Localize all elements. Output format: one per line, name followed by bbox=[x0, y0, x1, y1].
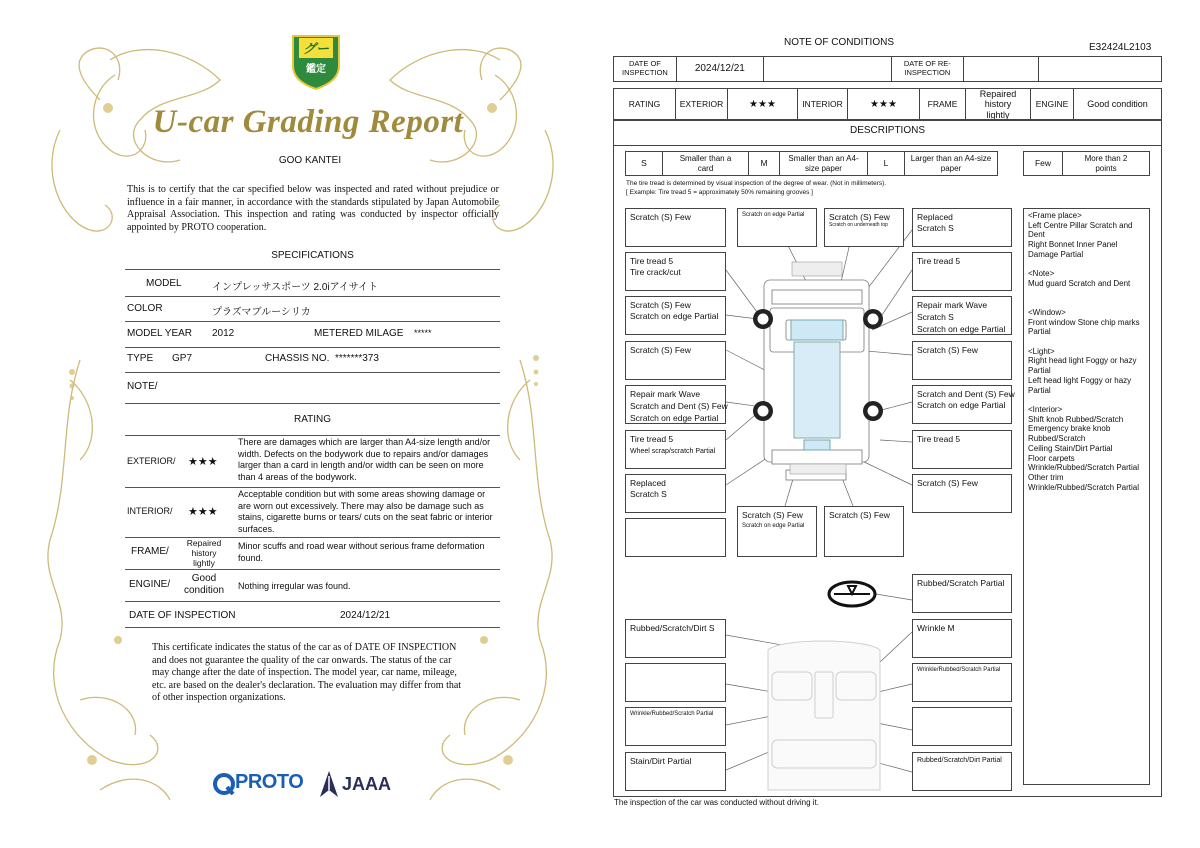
note-line: <Light> bbox=[1028, 346, 1055, 356]
ext-box-r5: Scratch and Dent (S) Few Scratch on edge Partial bbox=[912, 385, 1012, 424]
interior-label-r: INTERIOR bbox=[798, 89, 848, 121]
legend-m-desc: Smaller than an A4-size paper bbox=[780, 152, 868, 176]
date-of-inspection-value: 2024/12/21 bbox=[340, 610, 391, 621]
legend-few-desc: More than 2 points bbox=[1063, 152, 1150, 176]
note-line: Right Bonnet Inner Panel Damage Partial bbox=[1028, 240, 1118, 259]
note-line bbox=[1028, 289, 1148, 299]
note-line: <Frame place> bbox=[1028, 211, 1082, 220]
report-subtitle: GOO KANTEI bbox=[278, 155, 342, 166]
note-line bbox=[1028, 395, 1148, 405]
jaaa-logo bbox=[318, 770, 398, 798]
color-label: COLOR bbox=[127, 303, 163, 314]
ext-box-l6: Tire tread 5 Wheel scrap/scratch Partial bbox=[625, 430, 726, 469]
interior-label: INTERIOR/ bbox=[127, 506, 173, 516]
exterior-label: EXTERIOR/ bbox=[127, 456, 176, 466]
proto-logo bbox=[213, 771, 313, 797]
note-line bbox=[1028, 260, 1148, 270]
int-box-l4: Stain/Dirt Partial bbox=[625, 752, 726, 791]
ext-box-r3: Repair mark Wave Scratch S Scratch on edge Partial bbox=[912, 296, 1012, 335]
int-box-r2: Wrinkle/Rubbed/Scratch Partial bbox=[912, 663, 1012, 702]
ext-box-l4: Scratch (S) Few bbox=[625, 341, 726, 380]
noc-title: NOTE OF CONDITIONS bbox=[784, 37, 894, 48]
badge-text-2: 鑑定 bbox=[306, 64, 326, 75]
frame-value: Repaired history lightly bbox=[186, 538, 222, 568]
report-title: U-car Grading Report bbox=[152, 104, 464, 140]
noc-footer: The inspection of the car was conducted without driving it. bbox=[614, 798, 819, 807]
note-line bbox=[1028, 298, 1148, 308]
int-box-r4: Rubbed/Scratch/Dirt Partial bbox=[912, 752, 1012, 791]
note-line: <Interior> bbox=[1028, 404, 1063, 414]
document-code: E32424L2103 bbox=[1089, 42, 1152, 53]
jaaa-logo-text: JAAA bbox=[342, 774, 392, 794]
tire-note-1: The tire tread is determined by visual inspection of the degree of wear. (Not in millimeters). bbox=[626, 180, 887, 187]
ext-box-r4: Scratch (S) Few bbox=[912, 341, 1012, 380]
goo-kantei-badge bbox=[289, 32, 343, 90]
ext-box-r7: Scratch (S) Few bbox=[912, 474, 1012, 513]
ext-box-t1: Scratch on edge Partial bbox=[737, 208, 817, 247]
badge-text-1: グー bbox=[302, 41, 329, 56]
interior-stars: ★★★ bbox=[188, 506, 218, 518]
model-year-label: MODEL YEAR bbox=[127, 328, 193, 339]
exterior-description: There are damages which are larger than A4-size length and/or width. Defects on the bodywork due to repairs and/or damages larger than a card in length and/or width can be seen on more than 4 areas of the bodywork. bbox=[238, 437, 491, 482]
int-box-l2 bbox=[625, 663, 726, 702]
dor-label: DATE OF RE-INSPECTION bbox=[891, 57, 963, 82]
note-line: <Window> bbox=[1028, 307, 1066, 317]
exterior-stars-r: ★★★ bbox=[728, 89, 798, 121]
specifications-heading: SPECIFICATIONS bbox=[271, 250, 354, 261]
ext-box-t2: Scratch (S) Few Scratch on underneath top bbox=[824, 208, 904, 247]
chassis-value: *******373 bbox=[335, 353, 379, 364]
int-box-l3: Wrinkle/Rubbed/Scratch Partial bbox=[625, 707, 726, 746]
interior-description: Acceptable condition but with some areas showing damage or are worn out excessively. There may also be damage such as stains, cigarette burns or tears/ cuts on the seat fabric or interior surfaces. bbox=[238, 489, 493, 534]
frame-value-r: Repaired history lightly bbox=[966, 89, 1031, 121]
exterior-stars: ★★★ bbox=[188, 456, 218, 468]
note-label: NOTE/ bbox=[127, 381, 158, 392]
doi-label: DATE OF INSPECTION bbox=[614, 57, 677, 82]
note-line: <Note> bbox=[1028, 269, 1055, 279]
ext-box-l3: Scratch (S) Few Scratch on edge Partial bbox=[625, 296, 726, 335]
ext-box-l5: Repair mark Wave Scratch and Dent (S) Few Scratch on edge Partial bbox=[625, 385, 726, 424]
model-year-value: 2012 bbox=[212, 328, 235, 339]
ext-box-l2: Tire tread 5 Tire crack/cut bbox=[625, 252, 726, 291]
legend-s: S bbox=[626, 152, 663, 176]
ext-box-r6: Tire tread 5 bbox=[912, 430, 1012, 469]
exterior-label-r: EXTERIOR bbox=[676, 89, 728, 121]
note-line: Emergency brake knob Rubbed/Scratch bbox=[1028, 424, 1111, 444]
engine-value: Good condition bbox=[183, 573, 225, 596]
notes-panel bbox=[1023, 208, 1150, 785]
model-label: MODEL bbox=[146, 278, 182, 289]
notes-list bbox=[1028, 211, 1148, 492]
legend-few: Few bbox=[1024, 152, 1063, 176]
interior-stars-r: ★★★ bbox=[848, 89, 920, 121]
model-value: インプレッサスポーツ 2.0iアイサイト bbox=[212, 282, 379, 293]
note-line: Other trim Wrinkle/Rubbed/Scratch Partial bbox=[1028, 472, 1140, 492]
engine-description: Nothing irregular was found. bbox=[238, 581, 351, 591]
milage-value: ***** bbox=[414, 328, 432, 338]
chassis-label: CHASSIS NO. bbox=[265, 353, 330, 364]
ext-box-b1: Scratch (S) Few Scratch on edge Partial bbox=[737, 506, 817, 557]
certify-text: This is to certify that the car specified below was inspected and rated without prejudice or influence in a fair manner, in accordance with the standards stipulated by Japan Automobile Appraisal Association. This inspection and rating was conducted by inspector officially appointed by PROTO cooperation. bbox=[127, 184, 499, 233]
ext-box-l7: Replaced Scratch S bbox=[625, 474, 726, 513]
ext-box-l8 bbox=[625, 518, 726, 557]
note-line: Mud guard Scratch and Dent bbox=[1028, 278, 1131, 288]
tire-note-2: [ Example: Tire tread 5 = approximately 50% remaining grooves ] bbox=[626, 189, 813, 196]
date-of-inspection-label: DATE OF INSPECTION bbox=[129, 610, 236, 621]
ext-box-r1: Replaced Scratch S bbox=[912, 208, 1012, 247]
rating-heading: RATING bbox=[293, 414, 332, 425]
note-line: Right head light Foggy or hazy Partial bbox=[1028, 356, 1137, 376]
note-line: Floor carpets Wrinkle/Rubbed/Scratch Partial bbox=[1028, 453, 1140, 473]
certificate-footer: This certificate indicates the status of the car as of DATE OF INSPECTION and does not guarantee the quality of the car onwards. The status of the car may change after the date of inspection. The model year, car name, mileage, etc. are based on the dealer's declaration. The evaluation may differ from that of other inspection organizations. bbox=[152, 642, 462, 704]
type-value: GP7 bbox=[172, 353, 193, 364]
frame-description: Minor scuffs and road wear without serious frame deformation found. bbox=[238, 541, 485, 563]
engine-value-r: Good condition bbox=[1074, 89, 1162, 121]
ext-box-r2: Tire tread 5 bbox=[912, 252, 1012, 291]
color-value: プラズマブルーシリカ bbox=[212, 307, 311, 318]
int-box-r1: Wrinkle M bbox=[912, 619, 1012, 658]
int-box-l1: Rubbed/Scratch/Dirt S bbox=[625, 619, 726, 658]
milage-label: METERED MILAGE bbox=[314, 328, 404, 339]
ext-box-b2: Scratch (S) Few bbox=[824, 506, 904, 557]
legend-m: M bbox=[749, 152, 780, 176]
type-label: TYPE bbox=[127, 353, 154, 364]
legend-l-desc: Larger than an A4-size paper bbox=[905, 152, 998, 176]
note-line: Left head light Foggy or hazy Partial bbox=[1028, 375, 1132, 395]
engine-label: ENGINE/ bbox=[129, 579, 171, 590]
note-line: Left Centre Pillar Scratch and Dent bbox=[1028, 220, 1133, 240]
note-line bbox=[1028, 337, 1148, 347]
ext-box-l1: Scratch (S) Few bbox=[625, 208, 726, 247]
descriptions-frame bbox=[613, 119, 1162, 797]
int-box-wheel: Rubbed/Scratch Partial bbox=[912, 574, 1012, 613]
note-line: Shift knob Rubbed/Scratch bbox=[1028, 414, 1124, 424]
legend-s-desc: Smaller than a card bbox=[663, 152, 749, 176]
engine-label-r: ENGINE bbox=[1031, 89, 1074, 121]
frame-label-r: FRAME bbox=[920, 89, 966, 121]
frame-label: FRAME/ bbox=[131, 546, 169, 557]
rating-label: RATING bbox=[614, 89, 676, 121]
descriptions-heading: DESCRIPTIONS bbox=[849, 125, 925, 136]
int-box-r3 bbox=[912, 707, 1012, 746]
legend-l: L bbox=[868, 152, 905, 176]
doi-value: 2024/12/21 bbox=[676, 57, 763, 82]
note-line: Front window Stone chip marks Partial bbox=[1028, 317, 1140, 337]
proto-logo-text: PROTO bbox=[235, 771, 304, 793]
note-line: Ceiling Stain/Dirt Partial bbox=[1028, 443, 1113, 453]
